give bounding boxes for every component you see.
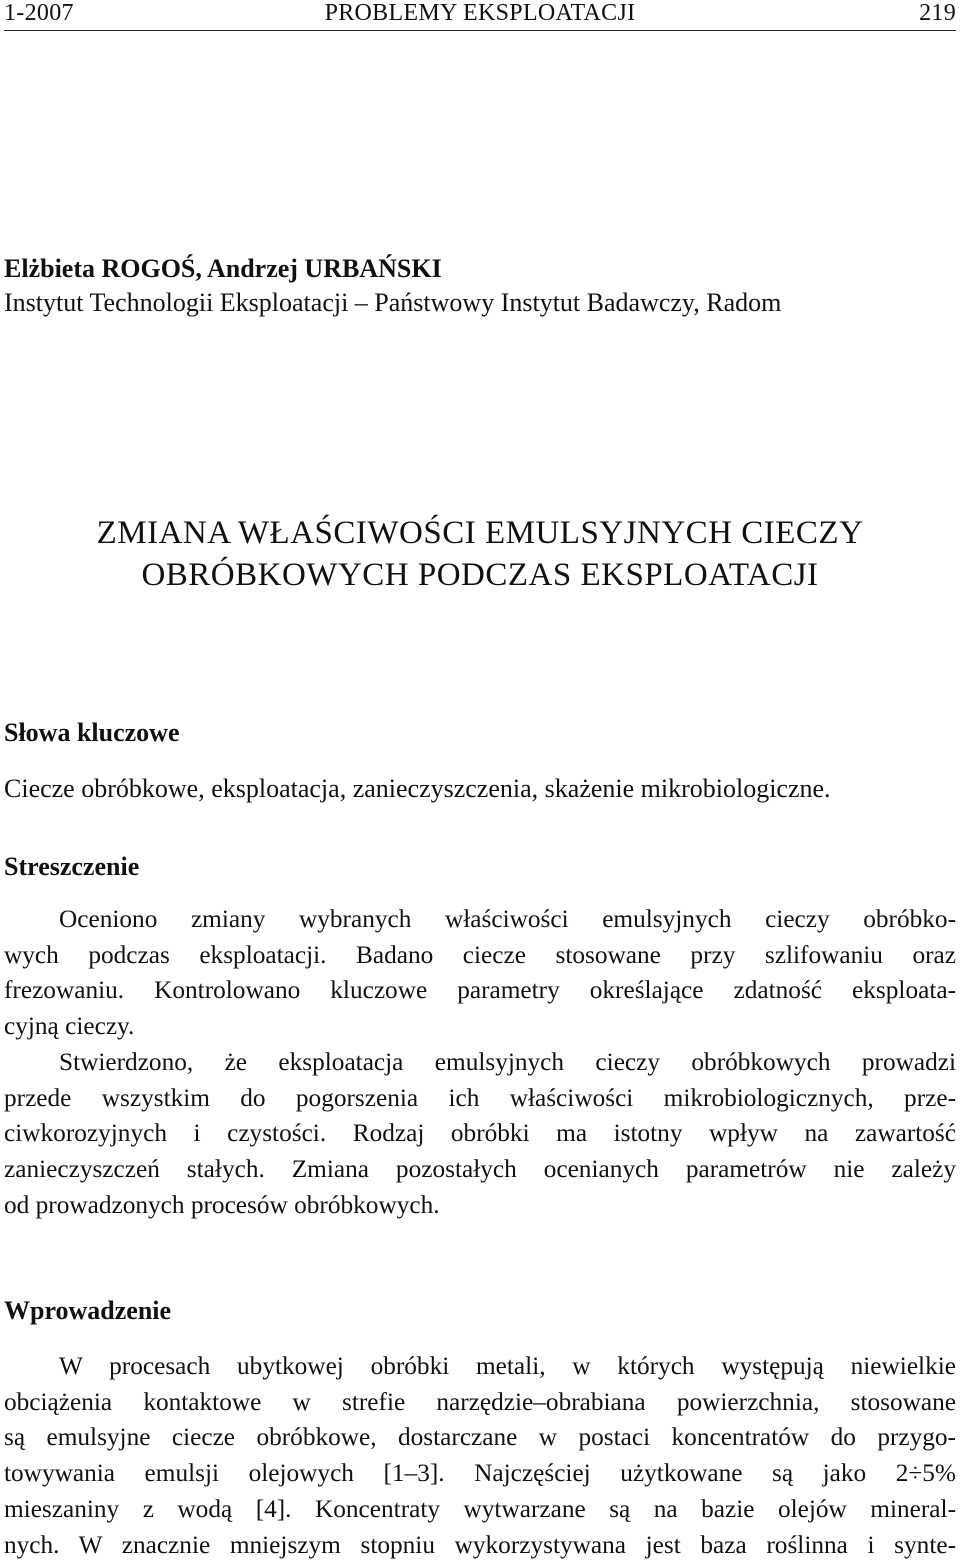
affiliation: Instytut Technologii Eksploatacji – Państwowy Instytut Badawczy, Radom bbox=[4, 288, 782, 317]
text-line: frezowaniu. Kontrolowano kluczowe parametry określające zdatność eksploata- bbox=[4, 976, 956, 1005]
journal-name: PROBLEMY EKSPLOATACJI bbox=[324, 0, 636, 26]
text-line: W procesach ubytkowej obróbki metali, w których występują niewielkie bbox=[59, 1352, 956, 1380]
text-line: towywania emulsji olejowych [1–3]. Najczęściej użytkowane są jako 2÷5% bbox=[4, 1459, 956, 1488]
text-line: wych podczas eksploatacji. Badano ciecze stosowane przy szlifowaniu oraz bbox=[4, 940, 956, 969]
keywords-heading: Słowa kluczowe bbox=[4, 718, 180, 747]
abstract-heading: Streszczenie bbox=[4, 852, 140, 881]
text-line: mieszaniny z wodą [4]. Koncentraty wytwarzane są na bazie olejów mineral- bbox=[4, 1494, 956, 1523]
issue-number: 1-2007 bbox=[4, 0, 74, 26]
text-line: zanieczyszczeń stałych. Zmiana pozostałych ocenianych parametrów nie zależy bbox=[4, 1155, 956, 1184]
authors: Elżbieta ROGOŚ, Andrzej URBAŃSKI bbox=[4, 254, 442, 283]
intro-paragraph-1 bbox=[4, 1349, 956, 1563]
page-number: 219 bbox=[919, 0, 956, 26]
text-line: przede wszystkim do pogorszenia ich właściwości mikrobiologicznych, prze- bbox=[4, 1083, 956, 1112]
text-line: cyjną cieczy. bbox=[4, 1012, 135, 1041]
intro-heading: Wprowadzenie bbox=[4, 1296, 172, 1325]
title-line-1: ZMIANA WŁAŚCIWOŚCI EMULSYJNYCH CIECZY bbox=[96, 515, 864, 551]
abstract-paragraph-1 bbox=[4, 902, 956, 1045]
text-line: obciążenia kontaktowe w strefie narzędzie–obrabiana powierzchnia, stosowane bbox=[4, 1387, 956, 1416]
running-header bbox=[4, 0, 956, 31]
text-line: nych. W znacznie mniejszym stopniu wykorzystywana jest baza roślinna i synte- bbox=[4, 1530, 956, 1559]
keywords-text: Ciecze obróbkowe, eksploatacja, zanieczyszczenia, skażenie mikrobiologiczne. bbox=[4, 774, 831, 803]
text-line: Stwierdzono, że eksploatacja emulsyjnych cieczy obróbkowych prowadzi bbox=[59, 1048, 956, 1076]
text-line: ciwkorozyjnych i czystości. Rodzaj obróbki ma istotny wpływ na zawartość bbox=[4, 1119, 956, 1148]
text-line: Oceniono zmiany wybranych właściwości emulsyjnych cieczy obróbko- bbox=[59, 905, 956, 933]
title-line-2: OBRÓBKOWYCH PODCZAS EKSPLOATACJI bbox=[141, 557, 819, 593]
text-line: są emulsyjne ciecze obróbkowe, dostarczane w postaci koncentratów do przygo- bbox=[4, 1423, 956, 1452]
paper-title bbox=[0, 512, 960, 596]
abstract-paragraph-2 bbox=[4, 1045, 956, 1224]
text-line: od prowadzonych procesów obróbkowych. bbox=[4, 1190, 440, 1219]
